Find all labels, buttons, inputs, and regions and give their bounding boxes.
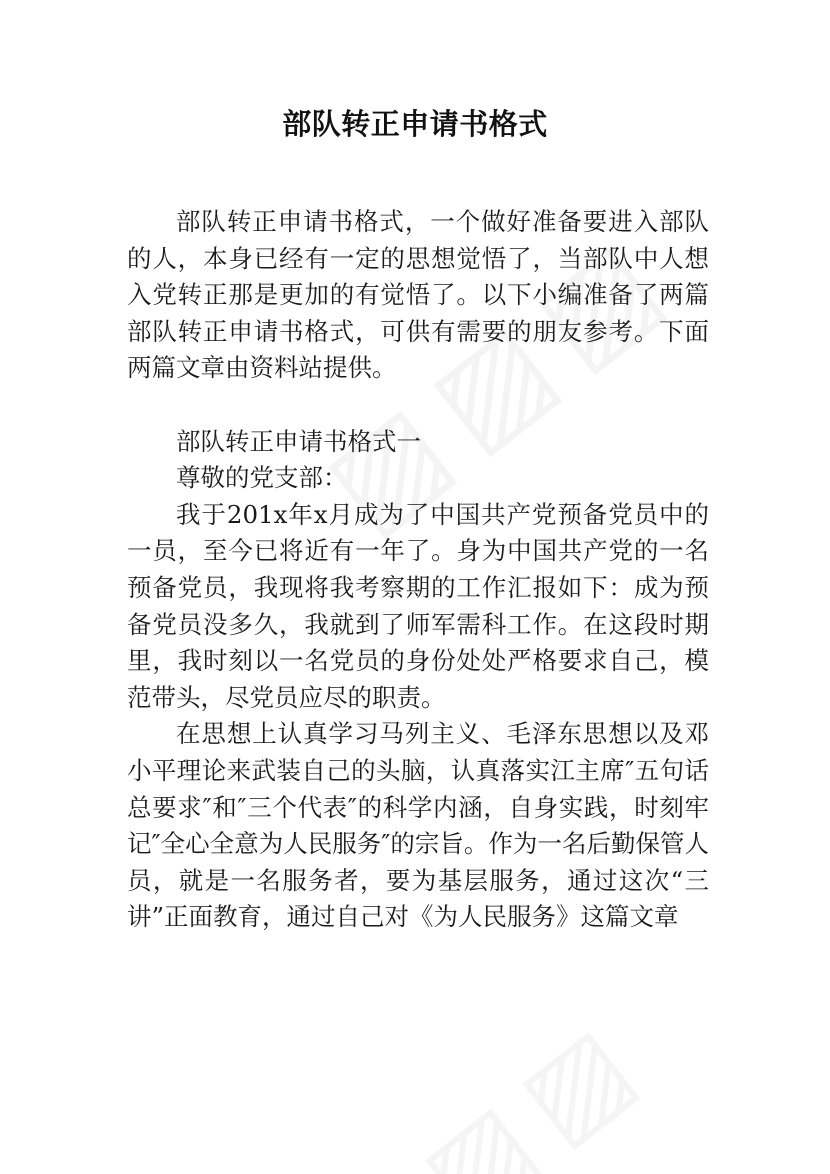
salutation: 尊敬的党支部： (176, 463, 348, 493)
document-title: 部队转正申请书格式 (282, 107, 548, 141)
paragraph-gap (127, 387, 709, 424)
watermark-graphic-bottom (300, 989, 672, 1174)
body-paragraph: 我于201x年x月成为了中国共产党预备党员中的一员，至今已将近有一年了。身为中国共产党的一名预备党员，我现将我考察期的工作汇报如下：成为预备党员没多久，我就到了师军需科工作。在这段时期里，我时刻以一名党员的身份处处严格要求自己，模范带头，尽党员应尽的职责。 (127, 499, 709, 712)
body-paragraph: 在思想上认真学习马列主义、毛泽东思想以及邓小平理论来武装自己的头脑，认真落实江主席″五句话总要求″和″三个代表″的科学内涵，自身实践，时刻牢记″全心全意为人民服务″的宗旨。作为一名后勤保管人员，就是一名服务者，要为基层服务，通过这次“三讲”正面教育，通过自己对《为人民服务》这篇文章 (127, 719, 709, 932)
document-body (127, 204, 709, 936)
section-heading: 部队转正申请书格式一 (176, 426, 421, 456)
intro-paragraph: 部队转正申请书格式，一个做好准备要进入部队的人，本身已经有一定的思想觉悟了，当部队中人想入党转正那是更加的有觉悟了。以下小编准备了两篇部队转正申请书格式，可供有需要的朋友参考。下面两篇文章由资料站提供。 (127, 207, 709, 383)
